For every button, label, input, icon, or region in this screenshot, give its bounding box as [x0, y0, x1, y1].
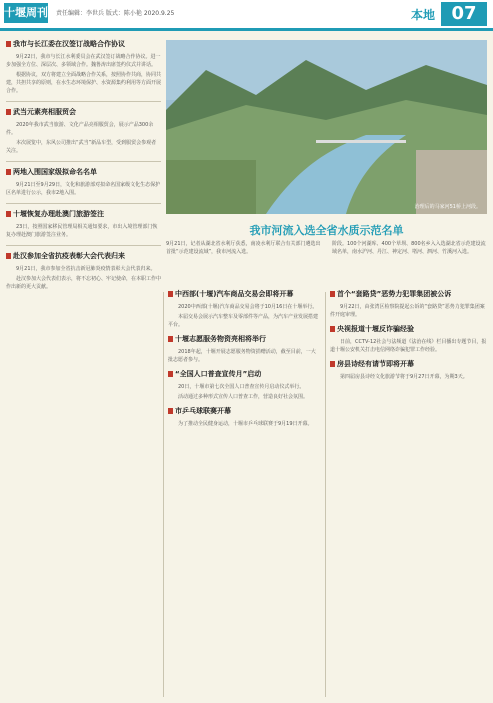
headline: 首个“套路贷”恶势力犯罪集团被公诉: [330, 290, 487, 299]
paragraph: 20日，十堰市第七次全国人口普查宣传月启动仪式举行。: [178, 384, 305, 390]
news-item: [6, 210, 161, 239]
news-item: [330, 325, 487, 354]
paragraph: 活动通过多种形式宣传人口普查工作，营造良好社会氛围。: [178, 394, 309, 400]
bullet-icon: [168, 408, 173, 414]
news-item: [6, 108, 161, 155]
paragraph: 为了推动全民健身运动，十堰市乒乓球联赛于9月19日开幕。: [178, 421, 313, 427]
paragraph: 2020中西部(十堰)汽车商品交易会将于10月16日在十堰举行。: [178, 304, 318, 310]
paragraph: 23日，按照国家移民管理局相关通知要求，市出入境管理部门恢复办理赴澳门旅游签注业务。: [6, 224, 158, 238]
divider: [6, 245, 161, 246]
news-item: [6, 168, 161, 197]
bullet-icon: [6, 169, 11, 175]
page-number: 07: [441, 2, 487, 26]
headline: 赴汉参加全省抗疫表彰大会代表归来: [6, 252, 161, 261]
bullet-icon: [6, 211, 11, 217]
news-item: [6, 252, 161, 291]
headline: 武当元素亮相服贸会: [6, 108, 161, 117]
bullet-icon: [330, 361, 335, 367]
headline: 十堰志愿服务物资亮相将举行: [168, 335, 320, 344]
section-label: 本地: [410, 8, 435, 22]
editor-info: 责任编辑：李世兵 版式：陈小艳 2020.9.25: [56, 10, 175, 17]
river-photo-illustration: [166, 40, 487, 214]
bullet-icon: [6, 253, 11, 259]
paragraph: 9月22日，我市与长江水利委员会在武汉签订战略合作协议。进一步加强全方位、深层次、多领域合作。魏鲁涛出席签约仪式并讲话。: [6, 54, 161, 68]
headline: 两地入围国家级拟命名名单: [6, 168, 161, 177]
headline: 中西部(十堰)汽车商品交易会即将开幕: [168, 290, 320, 299]
column-divider: [163, 292, 164, 697]
divider: [6, 161, 161, 162]
headline: 央视报道十堰反诈骗经验: [330, 325, 487, 334]
news-item: [330, 360, 487, 381]
news-item: [6, 40, 161, 95]
news-item: [330, 290, 487, 319]
paragraph: 本届交易会展示汽车整车及零部件等产品，为汽车产业发展搭建平台。: [168, 314, 319, 328]
headline: 十堰恢复办理赴澳门旅游签注: [6, 210, 161, 219]
divider: [6, 101, 161, 102]
feature-headline: 我市河流入选全省水质示范名单: [249, 224, 404, 237]
paragraph: 日前，CCTV-12社会与法频道《法治在线》栏目播出专题节目，报道十堰公安机关打击电信网络诈骗犯罪工作经验。: [330, 339, 487, 353]
paragraph: 赴汉参加大会代表们表示，将不忘初心、牢记使命，在本职工作中作出新的更大贡献。: [6, 276, 162, 290]
paragraph: 2018年起，十堰开展志愿服务物资捐赠活动，截至目前，一大批志愿者参与。: [168, 349, 316, 363]
bullet-icon: [168, 371, 173, 377]
headline: 房县诗经有请节即将开幕: [330, 360, 487, 369]
headline: “全国人口普查宣传月”启动: [168, 370, 320, 379]
paragraph: 9月21日，我市参加全省抗击新冠肺炎疫情表彰大会代表归来。: [16, 266, 156, 272]
page-header: [0, 0, 493, 31]
bullet-icon: [330, 291, 335, 297]
lead-paragraph: 阶段。100个河湖库、400个草坝、800名乡入入选湖北省示范建设流域名单，南水沪河、丹江、神定河、堵河、泗河、竹溪河入选。: [332, 241, 486, 255]
bullet-icon: [330, 326, 335, 332]
bullet-icon: [6, 109, 11, 115]
bullet-icon: [168, 291, 173, 297]
middle-column: [168, 290, 320, 434]
river-photo: [166, 40, 487, 214]
feature-lead: [166, 240, 487, 280]
masthead-logo: 十堰周刊: [4, 3, 48, 23]
lead-paragraph: 9月21日，记者从湖北省水利厅获悉，南凌水利厅联合有关部门遴选出首批“示范建设流域”，我市河流入选。: [166, 241, 321, 255]
bullet-icon: [6, 41, 11, 47]
left-column: [6, 40, 161, 297]
news-item: [168, 290, 320, 329]
news-item: [168, 407, 320, 428]
paragraph: 9月21日至9月29日，文化和旅游部对拟命名国家级文化生态保护区名单进行公示，我市2地入围。: [6, 182, 161, 196]
headline: 我市与长江委在汉签订战略合作协议: [6, 40, 161, 49]
paragraph: 根据协议，双方将建立全面战略合作关系，按照协作共商，协同共建，共担共享的原则，在水生态环境保护、水资源集约利用等方面开展合作。: [6, 72, 162, 94]
bullet-icon: [168, 336, 173, 342]
column-divider: [325, 292, 326, 697]
right-column: [330, 290, 487, 387]
paragraph: 2020年我市武当旅游、文化产品亮相服贸会，展示产品300余件。: [6, 122, 154, 136]
paragraph: 第四届房县诗经文化旅游节将于9月27日开幕，为期3天。: [340, 374, 468, 380]
photo-caption: 治理后的马家河51桥上河段。: [414, 204, 481, 210]
paragraph: 本次展览中，东风公司推出“武当”新品车型，受到服贸会参观者关注。: [6, 140, 157, 154]
news-item: [168, 370, 320, 401]
headline: 市乒乓球联赛开幕: [168, 407, 320, 416]
news-item: [168, 335, 320, 364]
divider: [6, 203, 161, 204]
paragraph: 9月22日，由张湾区检察院提起公诉的“套路贷”恶势力犯罪集团案件开庭审理。: [330, 304, 485, 318]
